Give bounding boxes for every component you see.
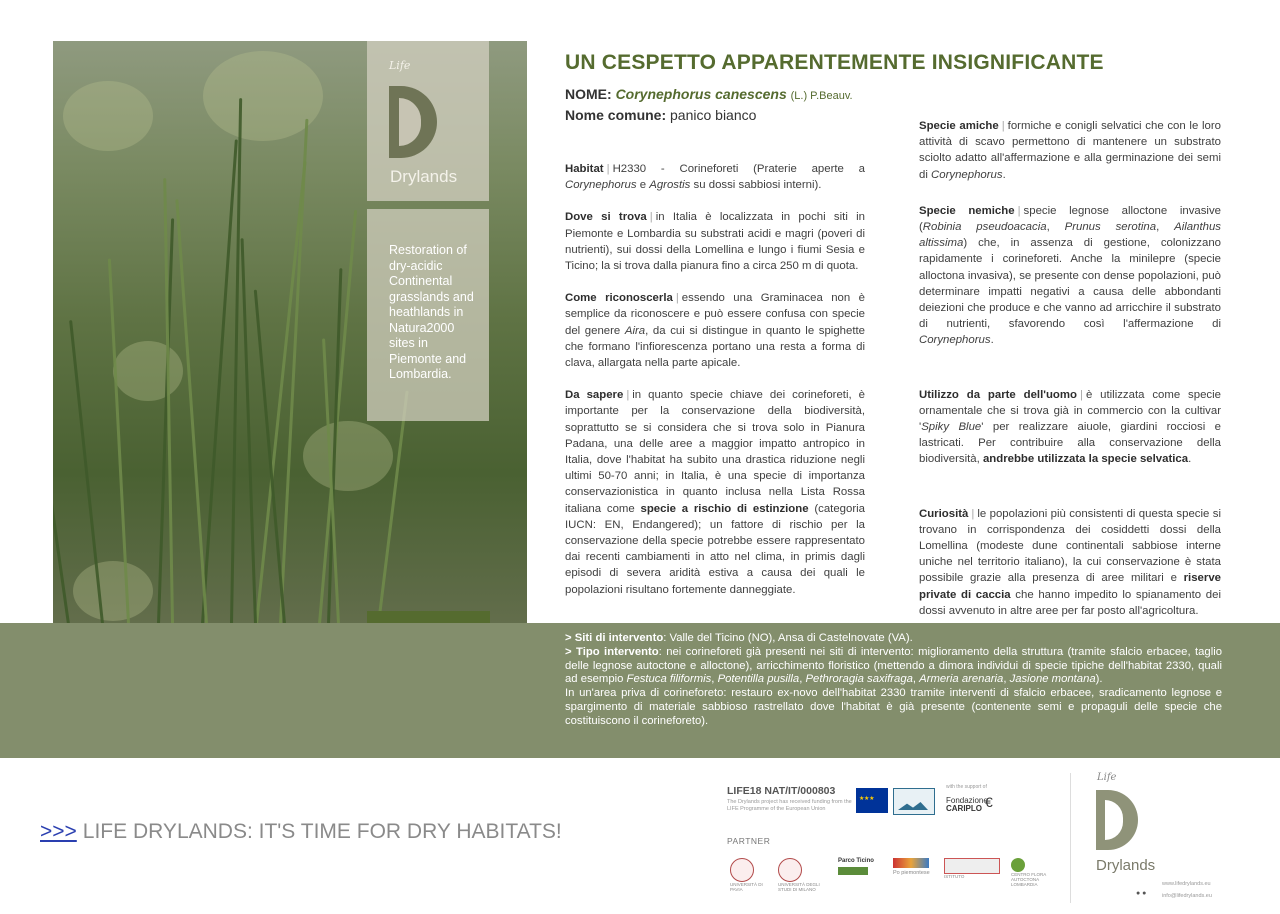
- eu-life-logo-icon: [856, 788, 888, 813]
- habitat-genus: Agrostis: [649, 179, 691, 192]
- siti-line: [565, 632, 1222, 646]
- flora-mark-icon: [1011, 858, 1025, 872]
- cariplo-name2: CARIPLO: [946, 804, 982, 813]
- utilizzo-text: ' per realizzare aiuole, giardini rocciosi e lastricati. Per contribuire alla conservazione della biodiversità,: [919, 421, 1221, 466]
- partner-logo-po: [893, 858, 935, 886]
- amiche-genus: Corynephorus: [931, 168, 1003, 181]
- come-text: , da cui si distingue in quanto le spighette che formano l'infiorescenza portano una resta a forma di clava, allargata nella parte apicale.: [565, 324, 866, 370]
- curiosita-text: che hanno impedito lo spianamento dei dossi avvenuto in altre aree per far posto all'agricoltura.: [919, 588, 1221, 617]
- utilizzo-cultivar: Spiky Blue: [921, 421, 982, 434]
- sapere-highlight: specie a rischio di estinzione: [640, 502, 809, 515]
- common-name-line: [565, 107, 756, 123]
- nemiche-species: Robinia pseudoacacia: [922, 221, 1047, 234]
- footer-logo-name: Drylands: [1096, 857, 1156, 874]
- comune-label: Nome comune:: [565, 107, 667, 123]
- utilizzo-heading: Utilizzo da parte dell'uomo: [919, 388, 1077, 401]
- tipo-line: > Tipo intervento: nei corineforeti già presenti nei siti di intervento: miglioramento della struttura (tramite sfalcio erbacee, taglio delle legnose autoctone e alloctone), arricchimento floristico (mettendo a dimora individui di specie tipiche dell'habitat 2330, quali ad esempio Festuca filiformis, Potentilla pusilla, Pethroragia saxifraga, Armeria arenaria, Jasione montana).: [565, 645, 1222, 686]
- come-text: essendo una Graminacea non è semplice da riconoscere e può essere confusa con specie del genere: [565, 292, 865, 337]
- partner-name: CENTRO FLORA AUTOCTONA LOMBARDIA: [1011, 872, 1047, 887]
- partner-name: ISTITUTO: [944, 874, 965, 879]
- utilizzo-text: è utilizzata come specie ornamentale che si trova già in commercio con la cultivar ': [919, 388, 1221, 434]
- partner-name: Po piemontese: [893, 870, 930, 876]
- species-name: Festuca filiformis: [626, 673, 712, 686]
- siti-text: : Valle del Ticino (NO), Ansa di Castelnovate (VA).: [663, 632, 913, 644]
- curiosita-paragraph: Curiosità | le popolazioni più consistenti di questa specie si trovano in corrispondenza dei cosiddetti dossi della Lomellina (modeste dune continentali sabbiose interne uniche nel territorio italiano), la cui conservazione è stata possibile grazie alla presenza di aree militari e riserve private di caccia che hanno impedito lo spianamento dei dossi avvenuto in altre aree per far posto all'agricoltura.: [919, 507, 1221, 617]
- amiche-heading: Specie amiche: [919, 120, 999, 132]
- dove-text: in Italia è localizzata in pochi siti in Piemonte e Lombardia su substrati acidi e magri (poveri di nutrienti), sui dossi della Lomellina e lungo i fiumi Sesia e Ticino; la si trova dalla pianura fino a circa 250 m di quota.: [565, 211, 865, 273]
- drylands-logo-overlay: [367, 41, 489, 201]
- habitat-text: e: [636, 179, 650, 192]
- ticino-mark-icon: [838, 867, 868, 875]
- slogan: [40, 820, 562, 844]
- come-paragraph: Come riconoscerla | essendo una Graminacea non è semplice da riconoscere e può essere confusa con specie del genere Aira, da cui si distingue in quanto le spighette che formano l'infiorescenza portano una resta a forma di clava, allargata nella parte apicale.: [565, 292, 866, 370]
- cariplo-support-label: with the support of: [946, 784, 987, 790]
- footer-drylands-d-icon: [1096, 790, 1138, 850]
- partner-name: UNIVERSITÀ DI PAVIA: [730, 882, 763, 892]
- amiche-text: .: [1002, 168, 1006, 181]
- page-title: UN CESPETTO APPARENTEMENTE INSIGNIFICANTE: [565, 51, 1104, 74]
- partner-logo-istituto: [944, 858, 1002, 886]
- tipo-label: Tipo intervento: [576, 645, 659, 658]
- species-name: Pethroragia saxifraga: [805, 673, 913, 686]
- amiche-paragraph: Specie amiche | formiche e conigli selvatici che con le loro attività di scavo permettono di mantenere un substrato sciolto adatto all'affermazione e alla germinazione dei semi di Corynephorus.: [919, 120, 1221, 181]
- left-text-column: [565, 161, 865, 614]
- ex-novo-line: In un'area priva di corineforeto: restauro ex-novo dell'habitat 2330 tramite interventi di sfalcio erbacee, sradicamento legnose e spargimento di materiale sabbioso rastrellato dove l'habitat è già presente (contenente semi e propaguli delle specie che costituiscono il corineforeto).: [565, 687, 1222, 727]
- nemiche-text: .: [990, 334, 994, 347]
- utilizzo-highlight: andrebbe utilizzata la specie selvatica: [982, 453, 1189, 466]
- university-seal-icon: [778, 858, 802, 882]
- habitat-genus: Corynephorus: [565, 179, 637, 192]
- cariplo-name: Fondazione: [946, 796, 988, 805]
- right-text-column: [919, 118, 1221, 619]
- curiosita-text: le popolazioni più consistenti di questa specie si trovano in corrispondenza dei cosiddetti dossi della Lomellina (modeste dune continentali sabbiose interne uniche nel territorio italiano), la cui conservazione è stata possibile grazie alla presenza di aree militari e: [919, 507, 1221, 585]
- drylands-d-icon: [389, 86, 437, 158]
- curiosita-heading: Curiosità: [919, 507, 969, 520]
- partner-logo-pavia: [730, 858, 770, 892]
- slogan-text: LIFE DRYLANDS: IT'S TIME FOR DRY HABITATS!: [82, 820, 562, 843]
- project-description-box: [367, 209, 489, 421]
- funding-note: The Drylands project has received funding from the LIFE Programme of the European Union: [727, 799, 852, 812]
- scientific-name-line: [565, 86, 853, 102]
- project-code: LIFE18 NAT/IT/000803: [727, 785, 836, 797]
- university-seal-icon: [730, 858, 754, 882]
- curiosita-highlight: riserve private di caccia: [919, 572, 1221, 601]
- scientific-name: Corynephorus canescens: [615, 86, 787, 102]
- footer-divider: [1070, 773, 1071, 903]
- social-icons[interactable]: ● ●: [1136, 890, 1147, 897]
- habitat-text: H2330 - Corineforeti (Praterie aperte a: [612, 163, 865, 175]
- nemiche-species: Corynephorus: [919, 334, 991, 347]
- logo-life-text: Life: [389, 59, 411, 72]
- species-name: Armeria arenaria: [919, 673, 1004, 686]
- habitat-heading: Habitat: [565, 163, 604, 175]
- common-name: panico bianco: [670, 107, 757, 123]
- sapere-text: (categoria IUCN: EN, Endangered); un fattore di rischio per la conservazione della specie potrebbe essere rappresentato dai recenti cambiamenti in atto nel clima, in primis dagli episodi di severa aridità estiva a causa dei quali le popolazioni risultano fortemente danneggiate.: [565, 502, 865, 596]
- habitat-paragraph: Habitat | H2330 - Corineforeti (Praterie aperte a Corynephorus e Agrostis su dossi sabbiosi interni).: [565, 163, 865, 192]
- amiche-text: formiche e conigli selvatici che con le loro attività di scavo permettono di mantenere un substrato sciolto adatto all'affermazione e alla germinazione dei semi di: [919, 120, 1221, 181]
- po-mark-icon: [893, 858, 929, 868]
- partner-name: Parco Ticino: [838, 858, 874, 864]
- bullet-chevron: >: [565, 645, 572, 658]
- cariplo-mark-icon: €: [985, 794, 993, 810]
- species-name: Jasione montana: [1009, 673, 1096, 686]
- nemiche-text: ) che, in assenza di gestione, colonizzano rapidamente i corineforeti. Anche la minilepre (specie alloctona invasiva), se presente con dense popolazioni, può determinare impatti negativi a causa delle abbondanti deiezioni che produce e che vanno ad arricchire il substrato di nutrienti, sfavorendo così l'affermazione di: [919, 237, 1221, 331]
- dove-paragraph: Dove si trova | in Italia è localizzata in pochi siti in Piemonte e Lombardia su substrati acidi e magri (poveri di nutrienti), sui dossi della Lomellina e lungo i fiumi Sesia e Ticino; la si trova dalla pianura fino a circa 250 m di quota.: [565, 211, 865, 273]
- istituto-mark-icon: [944, 858, 1000, 874]
- species-name: Potentilla pusilla: [717, 673, 800, 686]
- name-author: (L.) P.Beauv.: [790, 90, 853, 102]
- nemiche-text: ,: [1046, 221, 1065, 234]
- logo-name-text: Drylands: [390, 167, 458, 186]
- habitat-text: su dossi sabbiosi interni).: [690, 179, 822, 192]
- partner-label: PARTNER: [727, 836, 771, 846]
- website-link[interactable]: www.lifedrylands.eu: [1162, 881, 1211, 887]
- tipo-text: ).: [1095, 673, 1103, 686]
- come-genus: Aira: [624, 324, 646, 337]
- dove-heading: Dove si trova: [565, 211, 647, 224]
- slogan-link[interactable]: >>>: [40, 820, 77, 843]
- cariplo-logo: [946, 797, 988, 813]
- project-description: Restoration of dry-acidic Continental grasslands and heathlands in Natura2000 sites in Piemonte and Lombardia.: [389, 243, 474, 381]
- email-link[interactable]: info@lifedrylands.eu: [1162, 893, 1212, 899]
- sapere-text: in quanto specie chiave dei corineforeti, è importante per la conservazione della biodiversità, soprattutto se si considera che si trova solo in Pianura Padana, una delle aree a maggior impatto antropico in Italia, dove l'habitat ha subito una drastica riduzione negli ultimi 50-70 anni; in Italia, è una specie di importanza conservazionistica in quanto inclusa nella Lista Rossa italiana come: [565, 389, 865, 515]
- nemiche-species: Prunus serotina: [1064, 221, 1157, 234]
- utilizzo-paragraph: Utilizzo da parte dell'uomo | è utilizzata come specie ornamentale che si trova già in commercio con la cultivar 'Spiky Blue' per realizzare aiuole, giardini rocciosi e lastricati. Per contribuire alla conservazione della biodiversità, andrebbe utilizzata la specie selvatica.: [919, 388, 1221, 466]
- partner-logo-flora: [1011, 858, 1055, 886]
- tipo-text: : nei corineforeti già presenti nei siti di intervento: miglioramento della struttura (tramite sfalcio erbacee, taglio delle legnose autoctone e alloctone), arricchimento floristico (mettendo a dimora individui di specie tipiche dell'habitat 2330, quali ad esempio: [565, 645, 1222, 686]
- intervention-text: [565, 632, 1222, 729]
- utilizzo-text: .: [1188, 453, 1192, 466]
- partner-name: UNIVERSITÀ DEGLI STUDI DI MILANO: [778, 882, 820, 892]
- bullet-chevron: >: [565, 632, 572, 644]
- come-heading: Come riconoscerla: [565, 292, 673, 305]
- footer-logo-life: Life: [1097, 772, 1117, 783]
- partner-logo-milano: [778, 858, 828, 892]
- partner-logo-ticino: [838, 858, 882, 886]
- nemiche-species: Ailanthus altissima: [919, 221, 1221, 250]
- sapere-paragraph: Da sapere | in quanto specie chiave dei corineforeti, è importante per la conservazione della biodiversità, soprattutto se si considera che si trova solo in Pianura Padana, una delle aree a maggior impatto antropico in Italia, dove l'habitat ha subito una drastica riduzione negli ultimi 50-70 anni; in Italia, è una specie di importanza conservazionistica in quanto inclusa nella Lista Rossa italiana come specie a rischio di estinzione (categoria IUCN: EN, Endangered); un fattore di rischio per la conservazione della specie potrebbe essere rappresentato dai recenti cambiamenti in atto nel clima, in primis dagli episodi di severa aridità estiva a causa dei quali le popolazioni risultano fortemente danneggiate.: [565, 389, 865, 596]
- natura2000-logo-icon: [893, 788, 935, 815]
- nome-label: NOME:: [565, 86, 612, 102]
- nemiche-heading: Specie nemiche: [919, 204, 1015, 217]
- nemiche-text: specie legnose alloctone invasive (: [919, 204, 1221, 234]
- sapere-heading: Da sapere: [565, 389, 624, 402]
- nemiche-paragraph: Specie nemiche | specie legnose alloctone invasive (Robinia pseudoacacia, Prunus serotina, Ailanthus altissima) che, in assenza di gestione, colonizzano rapidamente i corineforeti. Anche la minilepre (specie alloctona invasiva), se presente con dense popolazioni, può determinare impatti negativi a causa delle abbondanti deiezioni che produce e che vanno ad arricchire il substrato di nutrienti, sfavorendo così l'affermazione di Corynephorus.: [919, 204, 1221, 347]
- nemiche-text: ,: [1156, 221, 1175, 234]
- siti-label: Siti di intervento: [574, 632, 664, 644]
